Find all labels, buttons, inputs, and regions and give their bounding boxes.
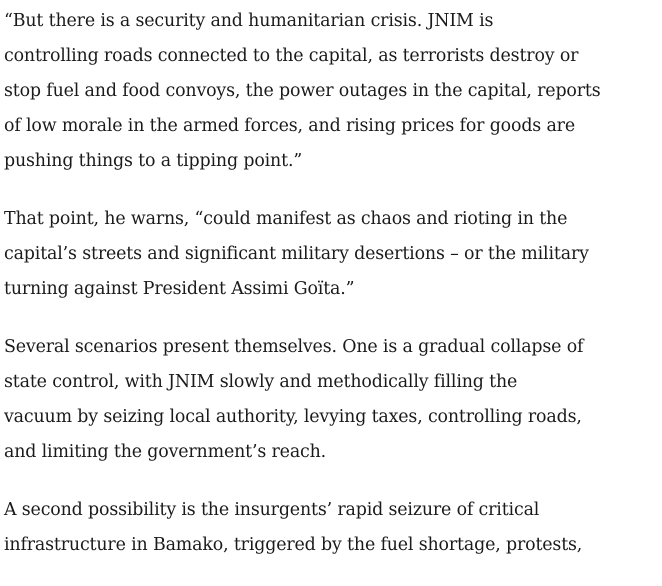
paragraph-2 <box>4 202 654 307</box>
text-line: That point, he warns, “could manifest as chaos and rioting in the <box>4 209 568 229</box>
text-line: infrastructure in Bamako, triggered by the fuel shortage, protests, <box>4 535 583 555</box>
paragraph-4 <box>4 493 654 563</box>
paragraph-1 <box>4 4 654 179</box>
text-line: Several scenarios present themselves. One is a gradual collapse of <box>4 337 584 357</box>
text-line: vacuum by seizing local authority, levying taxes, controlling roads, <box>4 407 582 427</box>
article-body <box>4 4 654 586</box>
paragraph-3 <box>4 330 654 470</box>
text-line: controlling roads connected to the capital, as terrorists destroy or <box>4 46 579 66</box>
text-line: turning against President Assimi Goïta.” <box>4 279 355 299</box>
text-line: pushing things to a tipping point.” <box>4 151 303 171</box>
text-line: A second possibility is the insurgents’ rapid seizure of critical <box>4 500 540 520</box>
text-line: stop fuel and food convoys, the power outages in the capital, reports <box>4 81 601 101</box>
text-line: “But there is a security and humanitarian crisis. JNIM is <box>4 11 494 31</box>
text-line: state control, with JNIM slowly and methodically filling the <box>4 372 518 392</box>
text-line: and limiting the government’s reach. <box>4 442 327 462</box>
text-line: of low morale in the armed forces, and rising prices for goods are <box>4 116 575 136</box>
text-line: capital’s streets and significant military desertions – or the military <box>4 244 589 264</box>
